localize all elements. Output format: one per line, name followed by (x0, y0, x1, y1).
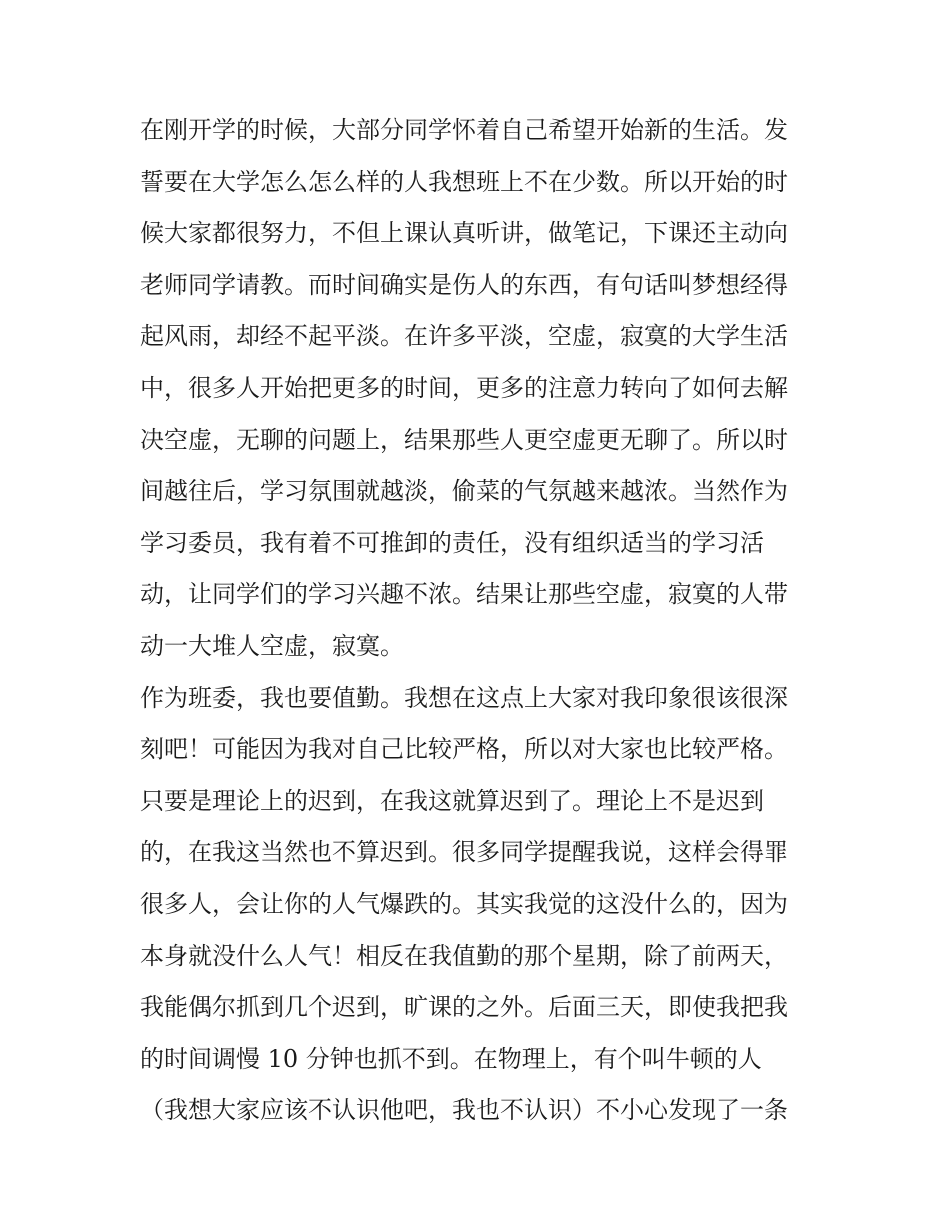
text-line: 老师同学请教。而时间确实是伤人的东西，有句话叫梦想经得 (140, 270, 788, 299)
text-line: 动一大堆人空虚，寂寞。 (140, 631, 404, 660)
text-line: 起风雨，却经不起平淡。在许多平淡，空虚，寂寞的大学生活 (140, 322, 788, 351)
text-line: 作为班委，我也要值勤。我想在这点上大家对我印象很该很深 (140, 683, 788, 712)
text-line: 的，在我这当然也不算迟到。很多同学提醒我说，这样会得罪 (140, 838, 788, 867)
text-line: 的时间调慢 10 分钟也抓不到。在物理上，有个叫牛顿的人 (140, 1044, 762, 1073)
text-line: 很多人，会让你的人气爆跌的。其实我觉的这没什么的，因为 (140, 889, 788, 918)
text-line: 中，很多人开始把更多的时间，更多的注意力转向了如何去解 (140, 373, 788, 402)
text-line: 只要是理论上的迟到，在我这就算迟到了。理论上不是迟到 (140, 786, 764, 815)
text-line: 本身就没什么人气！相反在我值勤的那个星期，除了前两天， (140, 941, 788, 970)
text-line: （我想大家应该不认识他吧，我也不认识）不小心发现了一条 (140, 1096, 788, 1125)
text-line: 刻吧！可能因为我对自己比较严格，所以对大家也比较严格。 (140, 735, 788, 764)
text-line: 我能偶尔抓到几个迟到，旷课的之外。后面三天，即使我把我 (140, 993, 788, 1022)
body-text (140, 105, 820, 1137)
text-line: 候大家都很努力，不但上课认真听讲，做笔记，下课还主动向 (140, 219, 788, 248)
text-line: 间越往后，学习氛围就越淡，偷菜的气氛越来越浓。当然作为 (140, 477, 788, 506)
text-line: 誓要在大学怎么怎么样的人我想班上不在少数。所以开始的时 (140, 167, 788, 196)
text-line: 决空虚，无聊的问题上，结果那些人更空虚更无聊了。所以时 (140, 425, 788, 454)
text-line: 在刚开学的时候，大部分同学怀着自己希望开始新的生活。发 (140, 116, 788, 144)
text-line: 动，让同学们的学习兴趣不浓。结果让那些空虚，寂寞的人带 (140, 580, 788, 609)
text-line: 学习委员，我有着不可推卸的责任，没有组织适当的学习活 (140, 528, 764, 557)
